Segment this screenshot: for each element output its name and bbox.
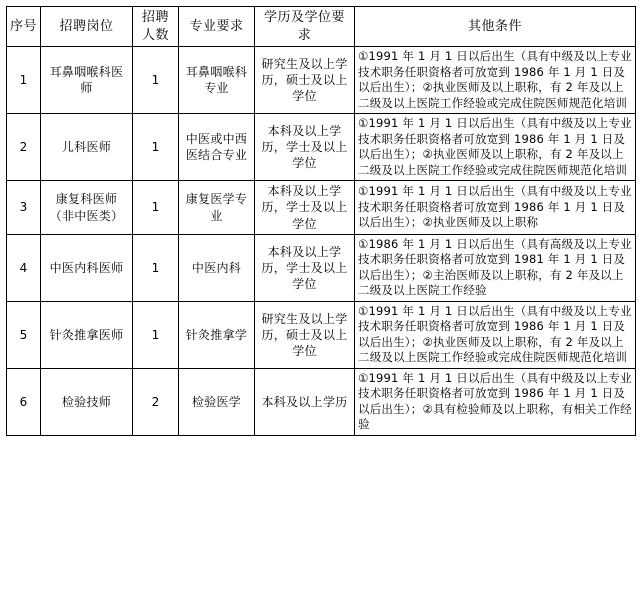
table-row (7, 234, 636, 301)
cell-other-conditions: ①1991 年 1 月 1 日以后出生（具有中级及以上专业技术职务任职资格者可放宽到 1986 年 1 月 1 日及以后出生）；②执业医师及以上职称，有 2 年及以上二级及以上医院工作经验或完成住院医师规范化培训 (355, 301, 636, 368)
header-count: 招聘人数 (133, 7, 179, 47)
cell-serial-number: 6 (7, 368, 41, 435)
cell-post: 儿科医师 (41, 114, 133, 181)
recruitment-table (6, 6, 636, 436)
cell-count: 1 (133, 301, 179, 368)
table-row (7, 47, 636, 114)
cell-post: 针灸推拿医师 (41, 301, 133, 368)
cell-post: 康复科医师（非中医类） (41, 181, 133, 235)
header-serial-number: 序号 (7, 7, 41, 47)
cell-degree: 本科及以上学历，学士及以上学位 (255, 114, 355, 181)
cell-degree: 本科及以上学历，学士及以上学位 (255, 181, 355, 235)
cell-serial-number: 5 (7, 301, 41, 368)
cell-count: 1 (133, 234, 179, 301)
cell-major: 中医或中西医结合专业 (179, 114, 255, 181)
cell-serial-number: 4 (7, 234, 41, 301)
cell-count: 1 (133, 114, 179, 181)
cell-major: 检验医学 (179, 368, 255, 435)
table-header-row (7, 7, 636, 47)
cell-other-conditions: ①1991 年 1 月 1 日以后出生（具有中级及以上专业技术职务任职资格者可放宽到 1986 年 1 月 1 日及以后出生）；②执业医师及以上职称，有 2 年及以上二级及以上医院工作经验或完成住院医师规范化培训 (355, 47, 636, 114)
cell-degree: 研究生及以上学历，硕士及以上学位 (255, 301, 355, 368)
cell-other-conditions: ①1991 年 1 月 1 日以后出生（具有中级及以上专业技术职务任职资格者可放宽到 1986 年 1 月 1 日及以后出生）；②执业医师及以上职称，有 2 年及以上二级及以上医院工作经验或完成住院医师规范化培训 (355, 114, 636, 181)
cell-other-conditions: ①1986 年 1 月 1 日以后出生（具有高级及以上专业技术职务任职资格者可放宽到 1981 年 1 月 1 日及以后出生）；②主治医师及以上职称，有 2 年及以上二级及以上医院工作经验 (355, 234, 636, 301)
cell-count: 1 (133, 47, 179, 114)
header-degree: 学历及学位要求 (255, 7, 355, 47)
table-row (7, 181, 636, 235)
cell-serial-number: 1 (7, 47, 41, 114)
table-header (7, 7, 636, 47)
cell-post: 耳鼻咽喉科医师 (41, 47, 133, 114)
cell-count: 2 (133, 368, 179, 435)
table-row (7, 368, 636, 435)
cell-post: 中医内科医师 (41, 234, 133, 301)
cell-serial-number: 2 (7, 114, 41, 181)
cell-degree: 研究生及以上学历，硕士及以上学位 (255, 47, 355, 114)
cell-post: 检验技师 (41, 368, 133, 435)
cell-degree: 本科及以上学历 (255, 368, 355, 435)
table-body (7, 47, 636, 436)
header-post: 招聘岗位 (41, 7, 133, 47)
cell-major: 耳鼻咽喉科专业 (179, 47, 255, 114)
cell-count: 1 (133, 181, 179, 235)
header-major: 专业要求 (179, 7, 255, 47)
cell-other-conditions: ①1991 年 1 月 1 日以后出生（具有中级及以上专业技术职务任职资格者可放宽到 1986 年 1 月 1 日及以后出生）；②具有检验师及以上职称，有相关工作经验 (355, 368, 636, 435)
cell-serial-number: 3 (7, 181, 41, 235)
table-row (7, 114, 636, 181)
header-other-conditions: 其他条件 (355, 7, 636, 47)
cell-major: 康复医学专业 (179, 181, 255, 235)
cell-major: 中医内科 (179, 234, 255, 301)
cell-other-conditions: ①1991 年 1 月 1 日以后出生（具有中级及以上专业技术职务任职资格者可放宽到 1986 年 1 月 1 日及以后出生）；②执业医师及以上职称 (355, 181, 636, 235)
cell-degree: 本科及以上学历，学士及以上学位 (255, 234, 355, 301)
table-row (7, 301, 636, 368)
cell-major: 针灸推拿学 (179, 301, 255, 368)
